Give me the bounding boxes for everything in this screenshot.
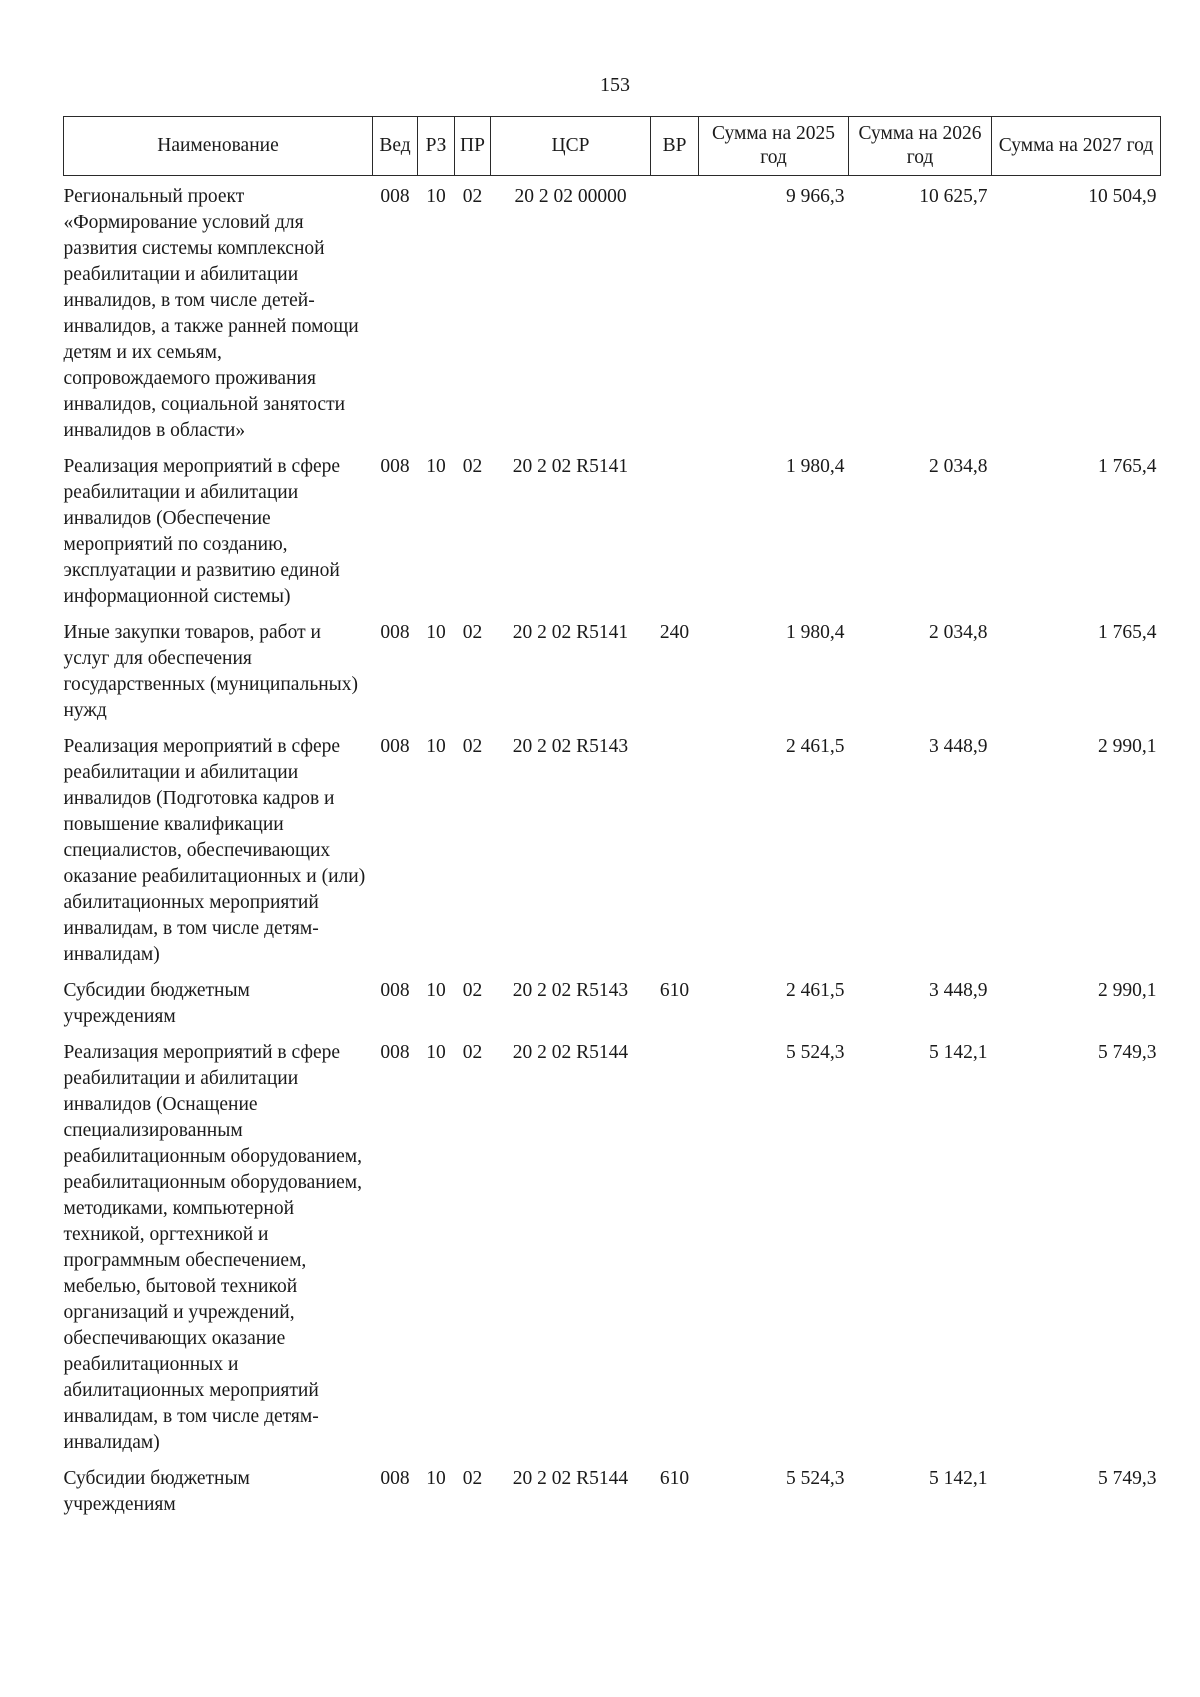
row-sum-2025: 5 524,3 [786,1042,845,1063]
row-name: Реализация мероприятий в сфере реабилитации и абилитации инвалидов (Подготовка кадров и повышение квалификации специалистов, обеспечивающих оказание реабилитационных и (или) абилитационных мероприятий инвалидам, в том числе детям-инвалидам) [63,736,366,965]
row-vr [651,454,699,620]
row-ved: 008 [380,736,410,757]
row-sum-2026: 5 142,1 [929,1042,988,1063]
row-sum-2027: 1 765,4 [1098,456,1157,477]
row-sum-2025: 2 461,5 [786,736,845,757]
row-sum-2025: 1 980,4 [786,622,845,643]
header-name: Наименование [64,117,373,176]
row-ved: 008 [380,1042,410,1063]
row-sum-2025: 9 966,3 [786,186,845,207]
row-pr: 02 [462,980,483,1001]
row-csr: 20 2 02 R5143 [512,736,629,757]
row-sum-2026: 3 448,9 [929,736,988,757]
row-sum-2026: 3 448,9 [929,980,988,1001]
header-csr: ЦСР [491,117,651,176]
row-pr: 02 [462,186,483,207]
row-vr: 610 [659,980,690,1001]
header-vr: ВР [651,117,699,176]
row-name: Реализация мероприятий в сфере реабилитации и абилитации инвалидов (Обеспечение мероприятий по созданию, эксплуатации и развитию единой информационной системы) [63,456,341,607]
header-pr: ПР [455,117,491,176]
header-sum-2026: Сумма на 2026 год [849,117,992,176]
row-sum-2026: 5 142,1 [929,1468,988,1489]
table-row [64,1466,1161,1528]
row-name: Иные закупки товаров, работ и услуг для обеспечения государственных (муниципальных) нужд [63,622,359,721]
row-name: Субсидии бюджетным учреждениям [63,1468,250,1515]
row-csr: 20 2 02 R5144 [512,1468,629,1489]
row-pr: 02 [462,736,483,757]
table-row [64,978,1161,1040]
header-rz: РЗ [418,117,455,176]
row-sum-2025: 2 461,5 [786,980,845,1001]
row-rz: 10 [426,1468,446,1489]
row-sum-2027: 10 504,9 [1088,186,1157,207]
row-csr: 20 2 02 R5144 [512,1042,629,1063]
row-sum-2027: 2 990,1 [1098,736,1157,757]
row-vr: 610 [659,1468,690,1489]
row-sum-2027: 1 765,4 [1098,622,1157,643]
table-body [64,176,1161,1529]
table-row [64,734,1161,978]
row-name: Субсидии бюджетным учреждениям [63,980,250,1027]
row-sum-2026: 2 034,8 [929,456,988,477]
page-number: 153 [600,74,630,96]
row-ved: 008 [380,980,410,1001]
row-rz: 10 [426,980,446,1001]
row-name: Региональный проект «Формирование условий для развития системы комплексной реабилитации и абилитации инвалидов, в том числе детей-инвалидов, а также ранней помощи детям и их семьям, сопровождаемого проживания инвалидов, социальной занятости инвалидов в области» [63,186,359,441]
table-header [64,117,1161,176]
row-sum-2026: 2 034,8 [929,622,988,643]
table-row [64,176,1161,455]
budget-table [63,116,1161,1528]
row-rz: 10 [426,186,446,207]
row-ved: 008 [380,622,410,643]
header-ved: Вед [373,117,418,176]
row-rz: 10 [426,736,446,757]
table-row [64,454,1161,620]
row-ved: 008 [380,456,410,477]
row-pr: 02 [462,622,483,643]
row-csr: 20 2 02 R5141 [512,622,629,643]
row-pr: 02 [462,1468,483,1489]
header-sum-2027: Сумма на 2027 год [992,117,1161,176]
header-sum-2025: Сумма на 2025 год [699,117,849,176]
row-vr [651,734,699,978]
table-row [64,620,1161,734]
row-name: Реализация мероприятий в сфере реабилитации и абилитации инвалидов (Оснащение специализированным реабилитационным оборудованием, реабилитационным оборудованием, методиками, компьютерной техникой, оргтехникой и программным обеспечением, мебелью, бытовой техникой организаций и учреждений, обеспечивающих оказание реабилитационных и абилитационных мероприятий инвалидам, в том числе детям-инвалидам) [63,1042,362,1453]
row-rz: 10 [426,1042,446,1063]
row-ved: 008 [380,186,410,207]
row-csr: 20 2 02 R5143 [512,980,629,1001]
row-vr [651,176,699,455]
header-row [64,117,1161,176]
row-sum-2026: 10 625,7 [919,186,988,207]
row-ved: 008 [380,1468,410,1489]
row-rz: 10 [426,456,446,477]
row-csr: 20 2 02 R5141 [512,456,629,477]
row-rz: 10 [426,622,446,643]
row-sum-2027: 2 990,1 [1098,980,1157,1001]
row-sum-2025: 1 980,4 [786,456,845,477]
row-sum-2025: 5 524,3 [786,1468,845,1489]
row-csr: 20 2 02 00000 [514,186,627,207]
table-row [64,1040,1161,1466]
row-pr: 02 [462,456,483,477]
row-vr [651,1040,699,1466]
row-pr: 02 [462,1042,483,1063]
row-sum-2027: 5 749,3 [1098,1042,1157,1063]
row-vr: 240 [659,622,690,643]
row-sum-2027: 5 749,3 [1098,1468,1157,1489]
